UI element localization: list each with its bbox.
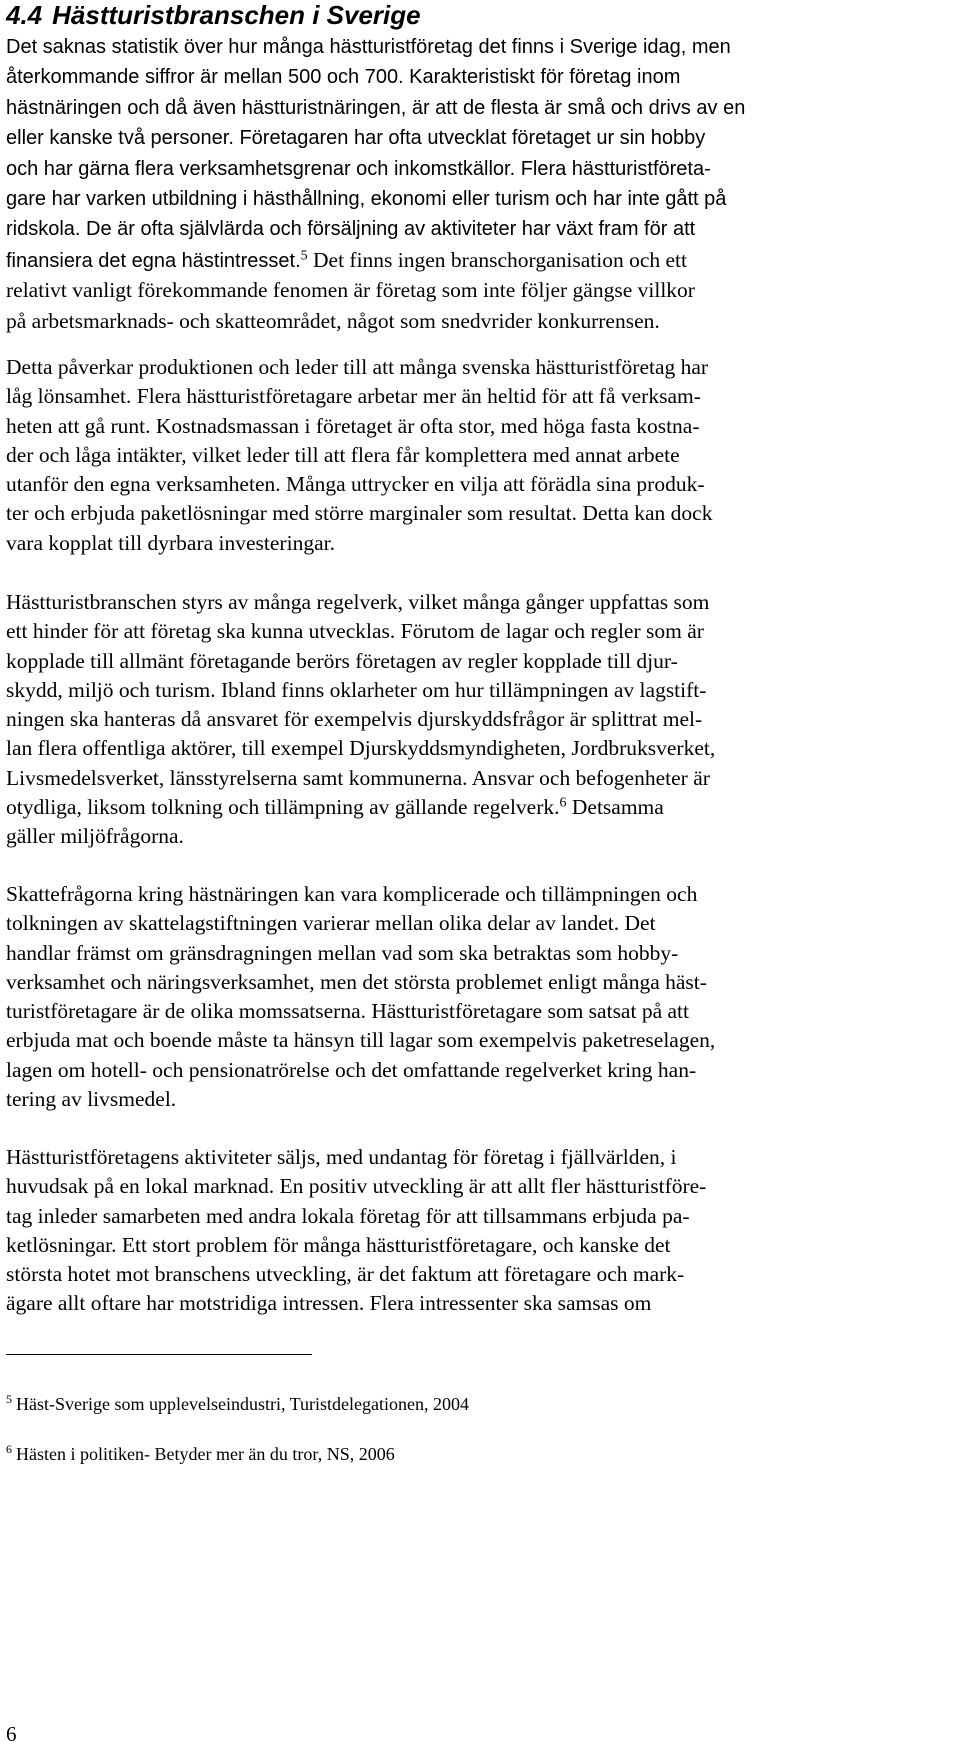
text-line: återkommande siffror är mellan 500 och 700. Karakteristiskt för företag inom — [6, 66, 681, 89]
text-line: och har gärna flera verksamhetsgrenar och inkomstkällor. Flera hästturistföreta- — [6, 157, 711, 180]
text-line: på arbetsmarknads- och skatteområdet, något som snedvrider konkurrensen. — [6, 308, 660, 333]
paragraph-1 — [6, 32, 946, 336]
text-line: ägare allt oftare har motstridiga intressen. Flera intressenter ska samsas om — [6, 1291, 652, 1316]
text-line: tolkningen av skattelagstiftningen varierar mellan olika delar av landet. Det — [6, 911, 656, 936]
text-line: lagen om hotell- och pensionatrörelse och det omfattande regelverket kring han- — [6, 1057, 697, 1082]
text-line: ett hinder för att företag ska kunna utvecklas. Förutom de lagar och regler som är — [6, 619, 704, 644]
text-fragment: Detsamma — [566, 795, 664, 820]
text-line: hästnäringen och då även hästturistnäringen, är att de flesta är små och drivs av en — [6, 96, 746, 119]
paragraph-5 — [6, 1143, 946, 1319]
footnote-text: Häst-Sverige som upplevelseindustri, Turistdelegationen, 2004 — [16, 1394, 469, 1414]
footnote-reference[interactable]: 5 — [300, 248, 308, 264]
text-fragment: otydliga, liksom tolkning och tillämpning av gällande regelverk. — [6, 795, 560, 820]
text-line: kopplade till allmänt företagande berörs företagen av regler kopplade till djur- — [6, 648, 678, 673]
text-line: eller kanske två personer. Företagaren har ofta utvecklat företaget ur sin hobby — [6, 127, 706, 150]
page-number: 6 — [6, 1722, 17, 1746]
paragraph-3 — [6, 588, 946, 852]
text-fragment: finansiera det egna hästintresset. — [6, 249, 301, 272]
text-line: skydd, miljö och turism. Ibland finns oklarheter om hur tillämpningen av lagstift- — [6, 677, 707, 702]
text-line: tag inleder samarbeten med andra lokala företag för att tillsammans erbjuda pa- — [6, 1203, 690, 1228]
text-line — [6, 245, 946, 275]
footnote-6 — [6, 1443, 395, 1465]
text-line: gare har varken utbildning i hästhållning, ekonomi eller turism och har inte gått på — [6, 187, 727, 210]
text-line: heten att gå runt. Kostnadsmassan i företaget är ofta stor, med höga fasta kostna- — [6, 413, 700, 438]
text-line: låg lönsamhet. Flera hästturistföretagare arbetar mer än heltid för att få verksam- — [6, 384, 701, 409]
text-line: ketlösningar. Ett stort problem för många hästturistföretagare, och kanske det — [6, 1232, 671, 1257]
text-line: lan flera offentliga aktörer, till exempel Djurskyddsmyndigheten, Jordbruksverket, — [6, 736, 716, 761]
section-number: 4.4 — [6, 0, 43, 30]
footnote-text: Hästen i politiken- Betyder mer än du tror, NS, 2006 — [16, 1444, 395, 1464]
text-line: största hotet mot branschens utveckling, är det faktum att företagare och mark- — [6, 1262, 685, 1287]
section-title: Hästturistbranschen i Sverige — [52, 0, 421, 30]
text-line: Hästturistföretagens aktiviteter säljs, med undantag för företag i fjällvärlden, i — [6, 1145, 677, 1169]
footnote-reference[interactable]: 6 — [559, 795, 567, 811]
text-line: turistföretagare är de olika momssatserna. Hästturistföretagare som satsat på att — [6, 999, 689, 1024]
paragraph-2 — [6, 353, 946, 558]
text-line: ter och erbjuda paketlösningar med större marginaler som resultat. Detta kan dock — [6, 501, 713, 526]
text-line: ningen ska hanteras då ansvaret för exempelvis djurskyddsfrågor är splittrat mel- — [6, 707, 703, 732]
text-line: der och låga intäkter, vilket leder till att flera får komplettera med annat arbete — [6, 442, 680, 467]
text-line: tering av livsmedel. — [6, 1087, 177, 1112]
text-line: utanför den egna verksamheten. Många uttrycker en vilja att förädla sina produk- — [6, 472, 705, 497]
text-line: ridskola. De är ofta självlärda och försäljning av aktiviteter har växt fram för att — [6, 218, 696, 241]
footnote-mark: 5 — [6, 1392, 12, 1406]
footnote-separator — [6, 1354, 312, 1355]
text-line: Det saknas statistik över hur många hästturistföretag det finns i Sverige idag, men — [6, 36, 731, 58]
text-line: huvudsak på en lokal marknad. En positiv utveckling är att allt fler hästturistföre- — [6, 1174, 707, 1199]
text-line: erbjuda mat och boende måste ta hänsyn till lagar som exempelvis paketreselagen, — [6, 1028, 716, 1053]
text-line: vara kopplat till dyrbara investeringar. — [6, 530, 335, 555]
text-line: Skattefrågorna kring hästnäringen kan vara komplicerade och tillämpningen och — [6, 882, 698, 906]
text-line: relativt vanligt förekommande fenomen är företag som inte följer gängse villkor — [6, 278, 695, 303]
footnote-mark: 6 — [6, 1442, 12, 1456]
paragraph-4 — [6, 880, 946, 1114]
text-line: gäller miljöfrågorna. — [6, 824, 184, 849]
text-line: Detta påverkar produktionen och leder till att många svenska hästturistföretag har — [6, 355, 709, 379]
text-fragment: Det finns ingen branschorganisation och ett — [307, 247, 687, 272]
footnote-5 — [6, 1393, 469, 1415]
text-line: handlar främst om gränsdragningen mellan vad som ska betraktas som hobby- — [6, 940, 679, 965]
text-line — [6, 793, 946, 822]
text-line: Livsmedelsverket, länsstyrelserna samt kommunerna. Ansvar och befogenheter är — [6, 765, 710, 790]
section-heading — [6, 0, 421, 30]
text-line: verksamhet och näringsverksamhet, men det största problemet enligt många häst- — [6, 969, 707, 994]
text-line: Hästturistbranschen styrs av många regelverk, vilket många gånger uppfattas som — [6, 590, 710, 614]
